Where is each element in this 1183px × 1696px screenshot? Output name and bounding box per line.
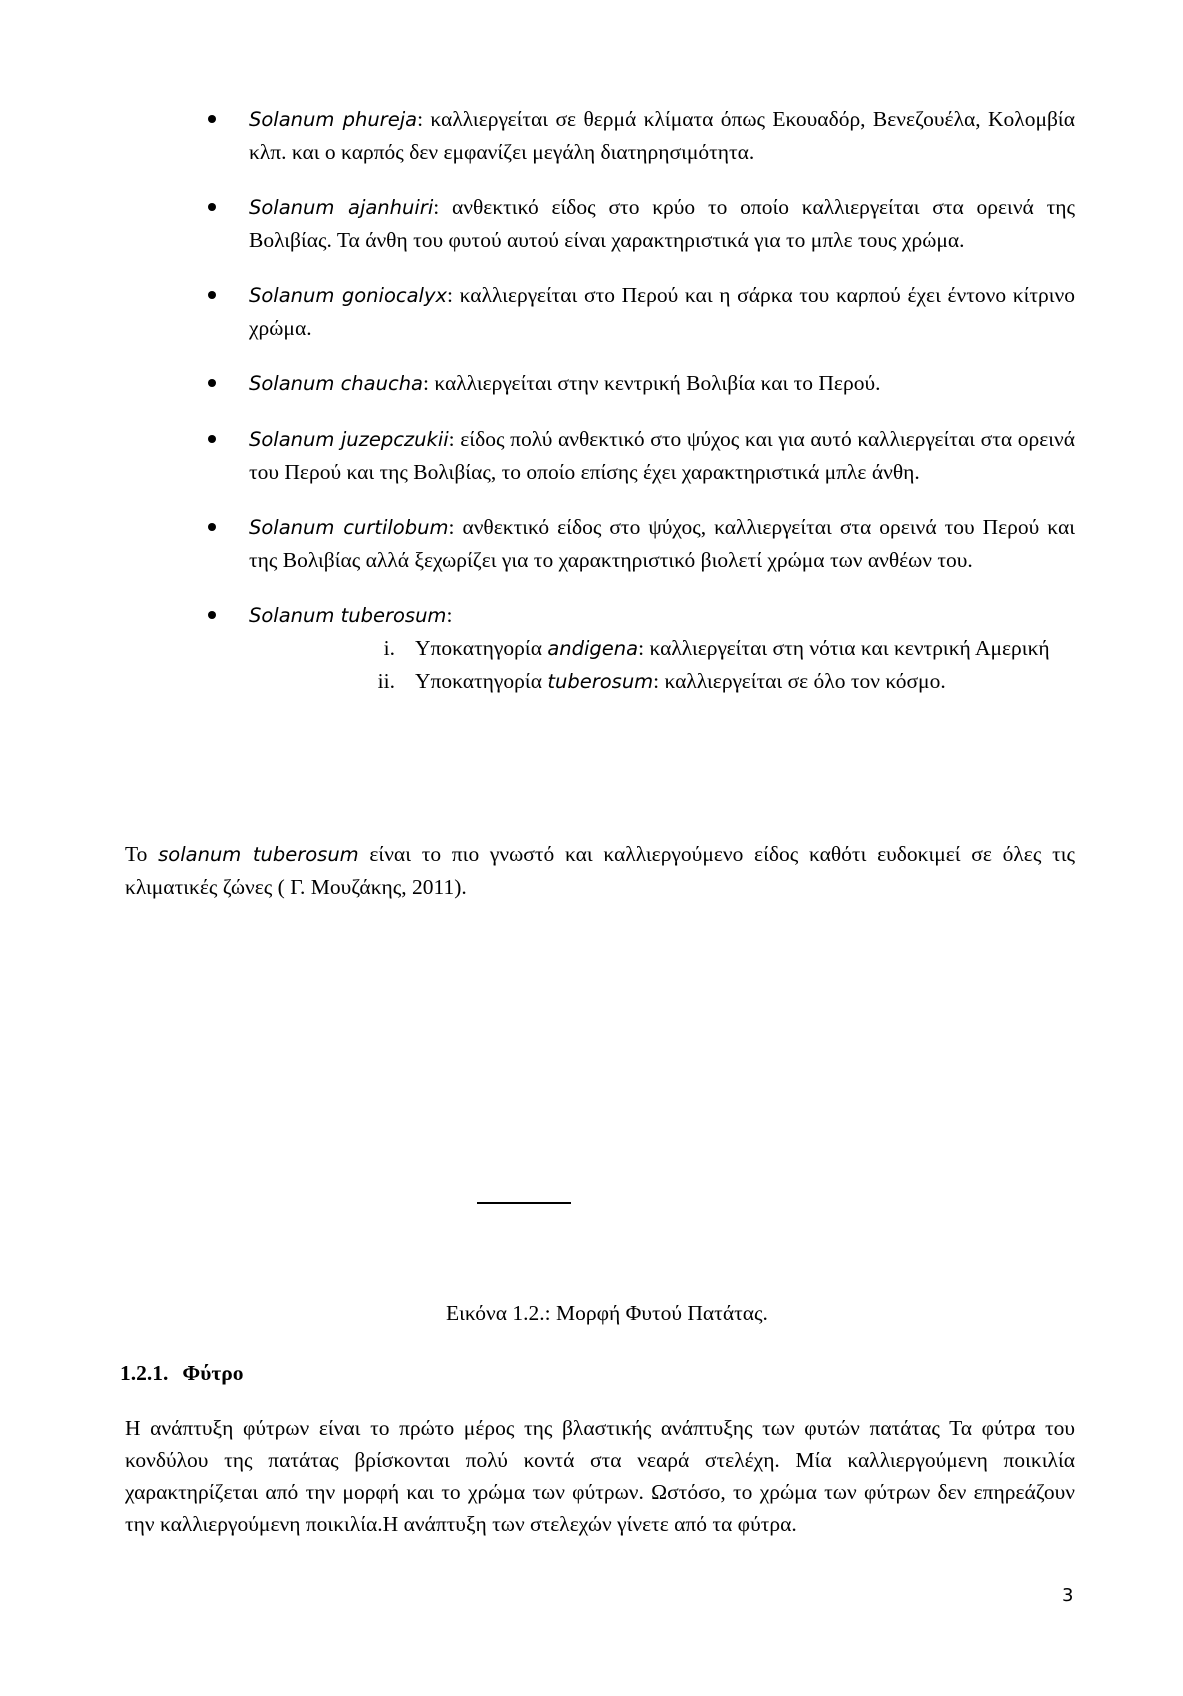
subcategory-item [351, 632, 1075, 665]
subcategory-list [205, 632, 1075, 698]
section-heading [120, 1357, 244, 1389]
bullet-icon [208, 115, 216, 123]
subcategory-term: andigena [547, 637, 639, 660]
subcategory-number: i. [383, 636, 395, 660]
subcategory-prefix: Υποκατηγορία [415, 669, 548, 693]
section-title: Φύτρο [182, 1361, 244, 1385]
subcategory-text: : καλλιεργείται στη νότια και κεντρική Αμερική [638, 636, 1050, 660]
body-paragraph: Η ανάπτυξη φύτρων είναι το πρώτο μέρος της βλαστικής ανάπτυξης των φυτών πατάτας Τα φύτρα του κονδύλου της πατάτας βρίσκονται πολύ κοντά στα νεαρά στελέχη. Μία καλλιεργούμενη ποικιλία χαρακτηρίζεται από την μορφή και το χρώμα των φύτρων. Ωστόσο, το χρώμα των φύτρων δεν επηρεάζουν την καλλιεργούμενη ποικιλία.Η ανάπτυξη των στελεχών γίνετε από τα φύτρα. [125, 1416, 1075, 1536]
species-description: : καλλιεργείται στην κεντρική Βολιβία και το Περού. [423, 371, 881, 395]
subcategory-number: ii. [377, 669, 395, 693]
bullet-icon [208, 379, 216, 387]
list-item [205, 103, 1075, 168]
species-name: Solanum ajanhuiri [249, 196, 434, 219]
bullet-icon [208, 291, 216, 299]
species-description: : [446, 603, 453, 627]
bullet-icon [208, 611, 216, 619]
list-item [205, 191, 1075, 256]
page-number: 3 [1062, 1585, 1074, 1606]
subcategory-text: : καλλιεργείται σε όλο τον κόσμο. [653, 669, 946, 693]
species-name: Solanum goniocalyx [249, 284, 448, 307]
paragraph-text: Το [125, 842, 159, 866]
bullet-icon [208, 203, 216, 211]
figure-caption: Εικόνα 1.2.: Μορφή Φυτού Πατάτας. [446, 1301, 768, 1325]
species-name: Solanum tuberosum [249, 604, 447, 627]
species-list [205, 103, 1075, 698]
section-number: 1.2.1. [120, 1361, 169, 1385]
list-item-text [249, 367, 1075, 400]
species-name: Solanum juzepczukii [249, 428, 449, 451]
list-item [205, 599, 1075, 698]
subcategory-term: tuberosum [547, 670, 654, 693]
subcategory-item [351, 665, 1075, 698]
list-item [205, 511, 1075, 576]
species-name: Solanum phureja [249, 108, 418, 131]
subcategory-prefix: Υποκατηγορία [415, 636, 548, 660]
body-paragraph [125, 838, 1075, 903]
bullet-icon [208, 523, 216, 531]
list-item [205, 279, 1075, 344]
species-description: : καλλιεργείται σε θερμά κλίματα όπως Εκουαδόρ, Βενεζουέλα, Κολομβία κλπ. και ο καρπός δεν εμφανίζει μεγάλη διατηρησιμότητα. [249, 107, 1075, 164]
list-item [205, 367, 1075, 400]
bullet-icon [208, 435, 216, 443]
paragraph-text: είναι το πιο γνωστό και καλλιεργούμενο είδος καθότι ευδοκιμεί σε όλες τις κλιματικές ζώνες ( Γ. Μουζάκης, 2011). [125, 842, 1076, 899]
species-name: Solanum chaucha [249, 372, 424, 395]
list-item-text [249, 599, 1075, 632]
list-item-text [249, 103, 1075, 168]
species-description: : είδος πολύ ανθεκτικό στο ψύχος και για αυτό καλλιεργείται στα ορεινά του Περού και της Βολιβίας, το οποίο επίσης έχει χαρακτηριστικά μπλε άνθη. [249, 427, 1076, 484]
figure-placeholder-line [477, 1202, 571, 1204]
list-item-text [249, 511, 1075, 576]
list-item-text [249, 191, 1075, 256]
list-item [205, 423, 1075, 488]
list-item-text [249, 279, 1075, 344]
species-name: Solanum curtilobum [249, 516, 449, 539]
species-name: solanum tuberosum [158, 843, 359, 866]
species-description: : καλλιεργείται στο Περού και η σάρκα του καρπού έχει έντονο κίτρινο χρώμα. [249, 283, 1075, 340]
list-item-text [249, 423, 1075, 488]
species-description: : ανθεκτικό είδος στο ψύχος, καλλιεργείται στα ορεινά του Περού και της Βολιβίας αλλά ξεχωρίζει για το χαρακτηριστικό βιολετί χρώμα των ανθέων του. [249, 515, 1076, 572]
species-description: : ανθεκτικό είδος στο κρύο το οποίο καλλιεργείται στα ορεινά της Βολιβίας. Τα άνθη του φυτού αυτού είναι χαρακτηριστικά για το μπλε τους χρώμα. [249, 195, 1075, 252]
